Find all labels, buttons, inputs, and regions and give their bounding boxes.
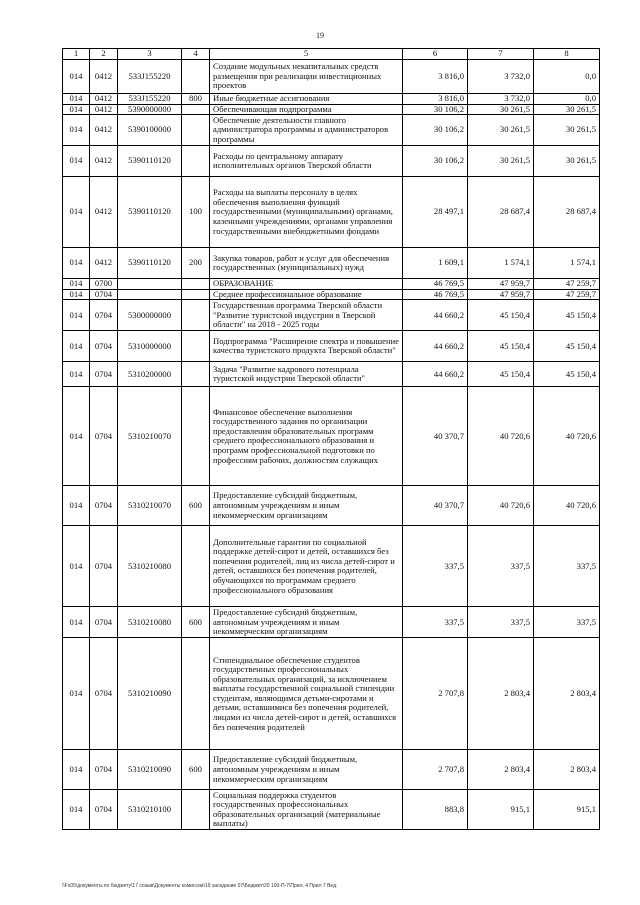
item-name-cell: ОБРАЗОВАНИЕ: [210, 279, 403, 290]
table-row: [63, 60, 600, 94]
expense-type-cell: [182, 115, 210, 146]
section-code-cell: 0412: [90, 60, 118, 94]
amount-year1-cell: 46 769,5: [403, 289, 468, 300]
amount-year3-cell: 2 803,4: [534, 638, 600, 750]
expense-type-cell: 200: [182, 248, 210, 279]
section-code-cell: 0412: [90, 146, 118, 177]
amount-year2-cell: 40 720,6: [468, 387, 534, 486]
section-code-cell: 0704: [90, 526, 118, 607]
amount-year2-cell: 30 261,5: [468, 104, 534, 115]
item-name-cell: Предоставление субсидий бюджетным, автономным учреждениям и иным некоммерческим организациям: [210, 750, 403, 790]
expense-type-cell: 600: [182, 750, 210, 790]
table-row: [63, 387, 600, 486]
budget-table: [62, 48, 600, 830]
amount-year1-cell: 40 370,7: [403, 387, 468, 486]
header-cell: 7: [468, 49, 534, 60]
item-name-cell: Дополнительные гарантии по социальной поддержке детей-сирот и детей, оставшихся без попечения родителей, лиц из числа детей-сирот и детей, оставшихся без попечения родителей, обучающихся по программам среднего профессионального образования: [210, 526, 403, 607]
target-article-cell: 5310210080: [118, 526, 182, 607]
amount-year2-cell: 28 687,4: [468, 177, 534, 248]
target-article-cell: 5390000000: [118, 104, 182, 115]
section-code-cell: 0704: [90, 362, 118, 387]
item-name-cell: Государственная программа Тверской области "Развитие туристской индустрии в Тверской области" на 2018 - 2025 годы: [210, 300, 403, 331]
expense-type-cell: [182, 362, 210, 387]
ved-code-cell: 014: [63, 60, 90, 94]
target-article-cell: [118, 289, 182, 300]
item-name-cell: Создание модульных некапитальных средств размещения при реализации инвестиционных проектов: [210, 60, 403, 94]
amount-year1-cell: 30 106,2: [403, 146, 468, 177]
ved-code-cell: 014: [63, 146, 90, 177]
header-cell: 4: [182, 49, 210, 60]
ved-code-cell: 014: [63, 104, 90, 115]
amount-year2-cell: 337,5: [468, 526, 534, 607]
amount-year1-cell: 2 707,8: [403, 638, 468, 750]
target-article-cell: 5390100000: [118, 115, 182, 146]
ved-code-cell: 014: [63, 115, 90, 146]
target-article-cell: 533J155220: [118, 60, 182, 94]
amount-year2-cell: 45 150,4: [468, 362, 534, 387]
ved-code-cell: 014: [63, 289, 90, 300]
amount-year3-cell: 47 259,7: [534, 279, 600, 290]
ved-code-cell: 014: [63, 279, 90, 290]
amount-year1-cell: 337,5: [403, 526, 468, 607]
amount-year3-cell: 30 261,5: [534, 146, 600, 177]
ved-code-cell: 014: [63, 638, 90, 750]
amount-year2-cell: 47 959,7: [468, 289, 534, 300]
amount-year3-cell: 30 261,5: [534, 104, 600, 115]
amount-year1-cell: 46 769,5: [403, 279, 468, 290]
target-article-cell: 5390110120: [118, 177, 182, 248]
amount-year1-cell: 3 816,0: [403, 60, 468, 94]
table-row: [63, 486, 600, 526]
expense-type-cell: [182, 790, 210, 830]
amount-year2-cell: 915,1: [468, 790, 534, 830]
expense-type-cell: [182, 104, 210, 115]
amount-year2-cell: 1 574,1: [468, 248, 534, 279]
ved-code-cell: 014: [63, 94, 90, 105]
table-row: [63, 177, 600, 248]
target-article-cell: 5310200000: [118, 362, 182, 387]
table-header-row: [63, 49, 600, 60]
item-name-cell: Предоставление субсидий бюджетным, автономным учреждениям и иным некоммерческим организациям: [210, 486, 403, 526]
amount-year3-cell: 0,0: [534, 94, 600, 105]
ved-code-cell: 014: [63, 790, 90, 830]
amount-year2-cell: 30 261,5: [468, 115, 534, 146]
table-row: [63, 526, 600, 607]
table-row: [63, 104, 600, 115]
amount-year2-cell: 30 261,5: [468, 146, 534, 177]
amount-year2-cell: 3 732,0: [468, 94, 534, 105]
section-code-cell: 0412: [90, 104, 118, 115]
table-row: [63, 750, 600, 790]
table-row: [63, 790, 600, 830]
table-row: [63, 94, 600, 105]
ved-code-cell: 014: [63, 362, 90, 387]
amount-year2-cell: 337,5: [468, 607, 534, 638]
target-article-cell: 5310210070: [118, 486, 182, 526]
expense-type-cell: [182, 279, 210, 290]
expense-type-cell: 600: [182, 607, 210, 638]
target-article-cell: 5390110120: [118, 146, 182, 177]
item-name-cell: Иные бюджетные ассигнования: [210, 94, 403, 105]
expense-type-cell: [182, 331, 210, 362]
ved-code-cell: 014: [63, 248, 90, 279]
target-article-cell: 533J155220: [118, 94, 182, 105]
item-name-cell: Подпрограмма "Расширение спектра и повышение качества туристского продукта Тверской области": [210, 331, 403, 362]
ved-code-cell: 014: [63, 750, 90, 790]
ved-code-cell: 014: [63, 177, 90, 248]
amount-year1-cell: 2 707,8: [403, 750, 468, 790]
target-article-cell: 5310210070: [118, 387, 182, 486]
table-row: [63, 607, 600, 638]
section-code-cell: 0700: [90, 279, 118, 290]
section-code-cell: 0704: [90, 289, 118, 300]
table-row: [63, 362, 600, 387]
target-article-cell: 5310210090: [118, 750, 182, 790]
amount-year2-cell: 45 150,4: [468, 300, 534, 331]
amount-year3-cell: 45 150,4: [534, 362, 600, 387]
amount-year1-cell: 30 106,2: [403, 104, 468, 115]
ved-code-cell: 014: [63, 486, 90, 526]
expense-type-cell: [182, 638, 210, 750]
amount-year2-cell: 3 732,0: [468, 60, 534, 94]
item-name-cell: Закупка товаров, работ и услуг для обеспечения государственных (муниципальных) нужд: [210, 248, 403, 279]
section-code-cell: 0704: [90, 387, 118, 486]
amount-year1-cell: 28 497,1: [403, 177, 468, 248]
header-cell: 8: [534, 49, 600, 60]
target-article-cell: 5310210080: [118, 607, 182, 638]
ved-code-cell: 014: [63, 526, 90, 607]
section-code-cell: 0704: [90, 486, 118, 526]
footer-file-path: \\Fs05\документы по бюджету\17 созыв\Документы комиссии\19 заседание 07\Бюджет\20 100-П-7\Прил. 4 Прил 7 Вед.: [62, 883, 338, 889]
header-cell: 5: [210, 49, 403, 60]
item-name-cell: Социальная поддержка студентов государственных профессиональных образовательных организаций (материальные выплаты): [210, 790, 403, 830]
expense-type-cell: [182, 146, 210, 177]
ved-code-cell: 014: [63, 607, 90, 638]
table-row: [63, 638, 600, 750]
amount-year1-cell: 44 660,2: [403, 300, 468, 331]
amount-year1-cell: 44 660,2: [403, 331, 468, 362]
amount-year3-cell: 915,1: [534, 790, 600, 830]
target-article-cell: 5310000000: [118, 331, 182, 362]
header-cell: 2: [90, 49, 118, 60]
section-code-cell: 0412: [90, 115, 118, 146]
header-cell: 1: [63, 49, 90, 60]
expense-type-cell: 800: [182, 94, 210, 105]
section-code-cell: 0704: [90, 300, 118, 331]
expense-type-cell: [182, 300, 210, 331]
table-body: [63, 60, 600, 830]
expense-type-cell: [182, 387, 210, 486]
table-row: [63, 289, 600, 300]
amount-year3-cell: 1 574,1: [534, 248, 600, 279]
header-cell: 6: [403, 49, 468, 60]
target-article-cell: [118, 279, 182, 290]
target-article-cell: 5300000000: [118, 300, 182, 331]
amount-year1-cell: 883,8: [403, 790, 468, 830]
table-row: [63, 115, 600, 146]
amount-year3-cell: 45 150,4: [534, 331, 600, 362]
item-name-cell: Среднее профессиональное образование: [210, 289, 403, 300]
ved-code-cell: 014: [63, 387, 90, 486]
target-article-cell: 5310210090: [118, 638, 182, 750]
item-name-cell: Предоставление субсидий бюджетным, автономным учреждениям и иным некоммерческим организациям: [210, 607, 403, 638]
ved-code-cell: 014: [63, 331, 90, 362]
ved-code-cell: 014: [63, 300, 90, 331]
table-row: [63, 331, 600, 362]
page-number: 19: [316, 31, 324, 40]
amount-year2-cell: 2 803,4: [468, 638, 534, 750]
expense-type-cell: [182, 289, 210, 300]
amount-year2-cell: 2 803,4: [468, 750, 534, 790]
amount-year3-cell: 0,0: [534, 60, 600, 94]
section-code-cell: 0704: [90, 750, 118, 790]
section-code-cell: 0704: [90, 607, 118, 638]
amount-year1-cell: 3 816,0: [403, 94, 468, 105]
amount-year1-cell: 40 370,7: [403, 486, 468, 526]
table-row: [63, 146, 600, 177]
amount-year3-cell: 337,5: [534, 607, 600, 638]
item-name-cell: Обеспечивающая подпрограмма: [210, 104, 403, 115]
item-name-cell: Расходы на выплаты персоналу в целях обеспечения выполнения функций государственными (муниципальными) органами, казенными учреждениями, органами управления государственными внебюджетными фондами: [210, 177, 403, 248]
amount-year3-cell: 2 803,4: [534, 750, 600, 790]
amount-year3-cell: 40 720,6: [534, 486, 600, 526]
amount-year3-cell: 30 261,5: [534, 115, 600, 146]
amount-year1-cell: 337,5: [403, 607, 468, 638]
item-name-cell: Расходы по центральному аппарату исполнительных органов Тверской области: [210, 146, 403, 177]
table-row: [63, 300, 600, 331]
amount-year3-cell: 47 259,7: [534, 289, 600, 300]
amount-year3-cell: 337,5: [534, 526, 600, 607]
table-row: [63, 279, 600, 290]
section-code-cell: 0412: [90, 177, 118, 248]
amount-year1-cell: 1 609,1: [403, 248, 468, 279]
amount-year1-cell: 44 660,2: [403, 362, 468, 387]
item-name-cell: Стипендиальное обеспечение студентов государственных профессиональных образовательных организаций, за исключением выплаты государственной социальной стипендии студентам, являющимся детьми-сиротами и детьми, оставшимися без попечения родителей, лицами из числа детей-сирот и детей, оставшихся без попечения родителей: [210, 638, 403, 750]
item-name-cell: Обеспечение деятельности главного администратора программы и администраторов программы: [210, 115, 403, 146]
amount-year3-cell: 45 150,4: [534, 300, 600, 331]
amount-year2-cell: 40 720,6: [468, 486, 534, 526]
section-code-cell: 0412: [90, 94, 118, 105]
section-code-cell: 0704: [90, 790, 118, 830]
expense-type-cell: 100: [182, 177, 210, 248]
section-code-cell: 0704: [90, 331, 118, 362]
section-code-cell: 0412: [90, 248, 118, 279]
item-name-cell: Задача "Развитие кадрового потенциала туристской индустрии Тверской области": [210, 362, 403, 387]
table-row: [63, 248, 600, 279]
amount-year3-cell: 40 720,6: [534, 387, 600, 486]
amount-year2-cell: 47 959,7: [468, 279, 534, 290]
target-article-cell: 5310210100: [118, 790, 182, 830]
expense-type-cell: 600: [182, 486, 210, 526]
amount-year2-cell: 45 150,4: [468, 331, 534, 362]
header-cell: 3: [118, 49, 182, 60]
item-name-cell: Финансовое обеспечение выполнения государственного задания по организации предоставления образовательных программ среднего профессионального образования и программ профессиональной подготовки по профессиям рабочих, должностям служащих: [210, 387, 403, 486]
amount-year1-cell: 30 106,2: [403, 115, 468, 146]
expense-type-cell: [182, 60, 210, 94]
target-article-cell: 5390110120: [118, 248, 182, 279]
expense-type-cell: [182, 526, 210, 607]
amount-year3-cell: 28 687,4: [534, 177, 600, 248]
section-code-cell: 0704: [90, 638, 118, 750]
